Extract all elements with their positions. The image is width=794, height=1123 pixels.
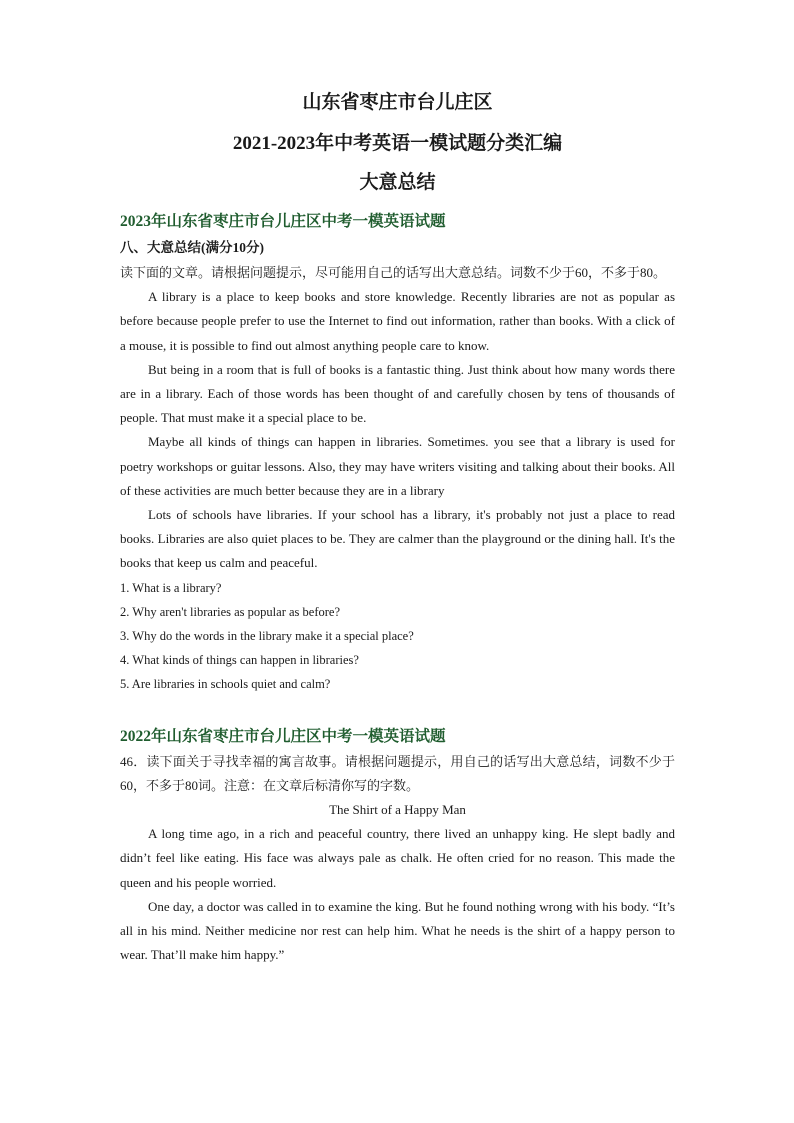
section-2023-heading: 2023年山东省枣庄市台儿庄区中考一模英语试题 — [120, 213, 446, 230]
document-page — [120, 92, 675, 967]
question-item: 3. Why do the words in the library make it a special place? — [120, 629, 414, 644]
doc-title-region: 山东省枣庄市台儿庄区 — [302, 92, 493, 113]
story-paragraph: A long time ago, in a rich and peaceful country, there lived an unhappy king. He slept badly and didn’t feel like eating. His face was always pale as chalk. He often cried for no reason. This made the queen and his people worried. — [120, 826, 675, 890]
section-2022-instruction: 46．读下面关于寻找幸福的寓言故事。请根据问题提示，用自己的话写出大意总结，词数不少于60，不多于80词。注意：在文章后标清你写的字数。 — [120, 753, 675, 793]
section-2023-subheading: 八、大意总结(满分10分) — [120, 240, 264, 255]
passage-paragraph: Maybe all kinds of things can happen in libraries. Sometimes. you see that a library is used for poetry workshops or guitar lessons. Also, they may have writers visiting and talking about their books. All of these activities are much better because they are in a library — [120, 434, 675, 498]
passage-paragraph: A library is a place to keep books and store knowledge. Recently libraries are not as popular as before because people prefer to use the Internet to find out information, rather than books. With a click of a mouse, it is possible to find out almost anything people care to know. — [120, 289, 675, 353]
story-paragraph: One day, a doctor was called in to examine the king. But he found nothing wrong with his body. “It’s all in his mind. Neither medicine nor rest can help him. What he needs is the shirt of a happy person to wear. That’ll make him happy.” — [120, 898, 675, 963]
question-item: 1. What is a library? — [120, 580, 222, 595]
passage-paragraph: But being in a room that is full of books is a fantastic thing. Just think about how many words there are in a library. Each of those words has been thought of and carefully chosen by tens of thousands of people. That must make it a special place to be. — [120, 361, 675, 426]
question-item: 2. Why aren't libraries as popular as before? — [120, 604, 340, 619]
story-title: The Shirt of a Happy Man — [329, 802, 466, 818]
doc-title-topic: 大意总结 — [359, 172, 436, 193]
section-2023-instruction: 读下面的文章。请根据问题提示，尽可能用自己的话写出大意总结。词数不少于60，不多于80。 — [120, 265, 667, 280]
question-item: 4. What kinds of things can happen in libraries? — [120, 653, 359, 668]
doc-title-years: 2021-2023年中考英语一模试题分类汇编 — [232, 133, 563, 154]
passage-paragraph: Lots of schools have libraries. If your school has a library, it's probably not just a place to read books. Libraries are also quiet places to be. They are calmer than the playground or the dining hall. It's the books that keep us calm and peaceful. — [120, 507, 675, 571]
section-2022-heading: 2022年山东省枣庄市台儿庄区中考一模英语试题 — [120, 727, 446, 745]
question-item: 5. Are libraries in schools quiet and calm? — [120, 677, 331, 692]
